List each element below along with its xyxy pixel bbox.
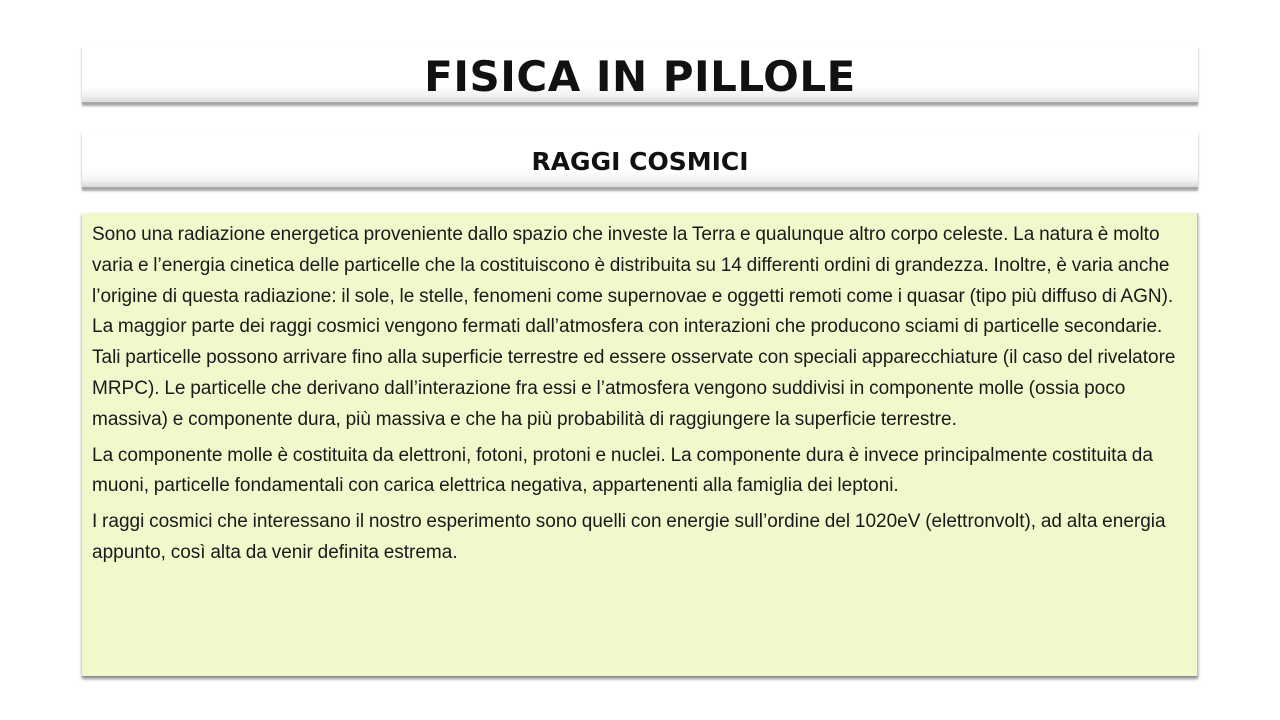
subtitle-banner — [82, 131, 1198, 189]
paragraph-intro: Sono una radiazione energetica proveniente dallo spazio che investe la Terra e qualunque altro corpo celeste. La natura è molto varia e l’energia cinetica delle particelle che la costituiscono è distribuita su 14 differenti ordini di grandezza. Inoltre, è varia anche l’origine di questa radiazione: il sole, le stelle, fenomeni come supernovae e oggetti remoti come i quasar (tipo più diffuso di AGN). La maggior parte dei raggi cosmici vengono fermati dall’atmosfera con interazioni che producono sciami di particelle secondarie. Tali particelle possono arrivare fino alla superficie terrestre ed essere osservate con speciali apparecchiature (il caso del rivelatore MRPC). Le particelle che derivano dall’interazione fra essi e l’atmosfera vengono suddivisi in componente molle (ossia poco massiva) e componente dura, più massiva e che ha più probabilità di raggiungere la superficie terrestre. — [92, 224, 1176, 430]
content-text-box — [82, 213, 1198, 677]
paragraph-experiment: I raggi cosmici che interessano il nostro esperimento sono quelli con energie sull’ordine del 1020eV (elettronvolt), ad alta energia appunto, così alta da venir definita estrema. — [92, 511, 1166, 563]
paragraph-components: La componente molle è costituita da elettroni, fotoni, protoni e nuclei. La componente dura è invece principalmente costituita da muoni, particelle fondamentali con carica elettrica negativa, appartenenti alla famiglia dei leptoni. — [92, 444, 1153, 497]
slide-title: FISICA IN PILLOLE — [424, 52, 856, 101]
title-banner — [82, 46, 1198, 104]
slide-subtitle: RAGGI COSMICI — [531, 146, 749, 176]
